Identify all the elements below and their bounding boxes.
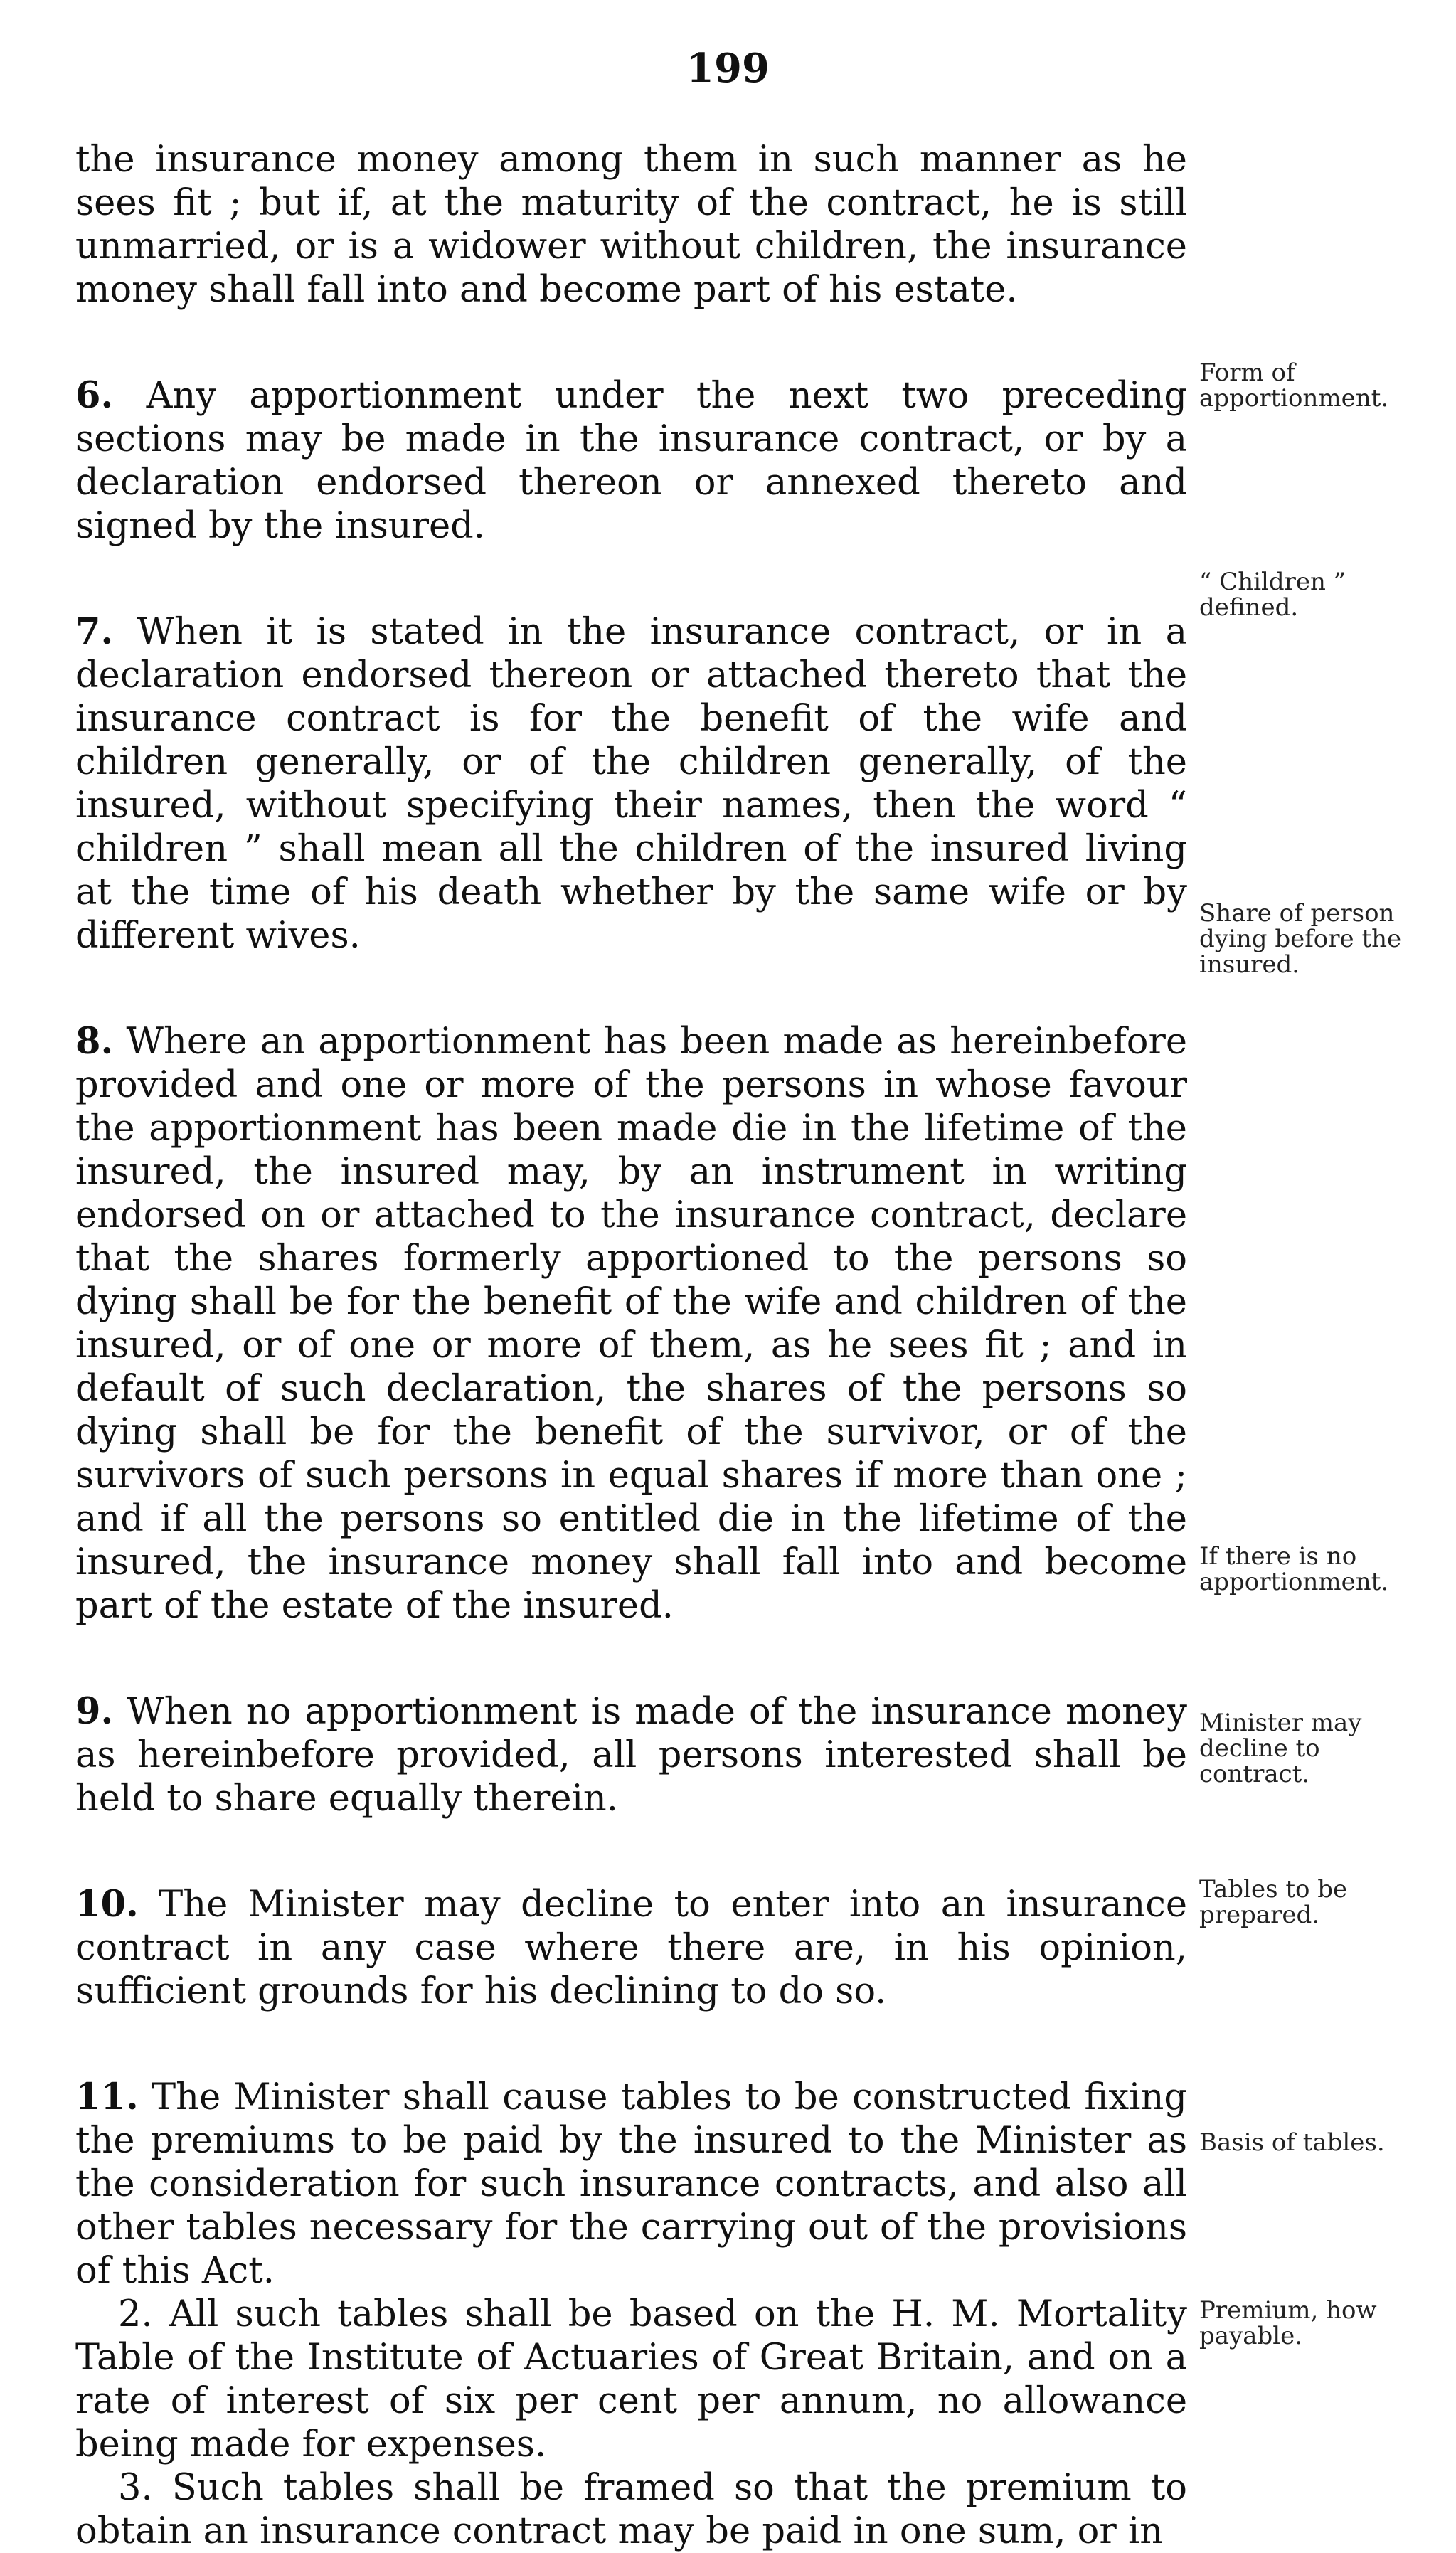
margin-note-form-of-apportionment: Form of apportionment. bbox=[1199, 359, 1389, 413]
section-11 bbox=[75, 2076, 1187, 2293]
section-text: When it is stated in the insurance contract, or in a declaration endorsed thereon or attached thereto that the insurance contract is for the benefit of the wife and children generally, or of the children generally, of the insured, without specifying their names, then the word “ children ” shall mean all the children of the insured living at the time of his death whether by the same wife or by different wives. bbox=[75, 611, 1187, 957]
section-number: 10. bbox=[75, 1883, 139, 1926]
section-text: The Minister shall cause tables to be constructed fixing the premiums to be paid by the insured to the Minister as the consideration for such insurance contracts, and also all other tables necessary for the carrying out of the provisions of this Act. bbox=[75, 2076, 1187, 2292]
section-number: 7. bbox=[75, 610, 114, 653]
section-text: Where an apportionment has been made as hereinbefore provided and one or more of the persons in whose favour the apportionment has been made die in the lifetime of the insured, the insured may, by an instrument in writing endorsed on or attached to the insurance contract, declare that the shares formerly apportioned to the persons so dying shall be for the benefit of the wife and children of the insured, or of one or more of them, as he sees fit ; and in default of such declaration, the shares of the persons so dying shall be for the benefit of the survivor, or of the survivors of such persons in equal shares if more than one ; and if all the persons so entitled die in the lifetime of the insured, the insurance money shall fall into and become part of the estate of the insured. bbox=[75, 1021, 1187, 1627]
section-number: 9. bbox=[75, 1690, 114, 1733]
subsection-text: Such tables shall be framed so that the premium to obtain an insurance contract may be paid in one sum, or in bbox=[75, 2467, 1187, 2552]
section-number: 11. bbox=[75, 2076, 139, 2118]
section-9 bbox=[75, 1690, 1187, 1820]
margin-note-children-defined: “ Children ” defined. bbox=[1199, 568, 1346, 622]
section-8 bbox=[75, 1020, 1187, 1628]
main-text bbox=[75, 138, 1187, 2553]
section-text: When no apportionment is made of the insurance money as hereinbefore provided, all persons interested shall be held to share equally therein. bbox=[75, 1691, 1187, 1820]
section-number: 6. bbox=[75, 374, 114, 417]
continuation-paragraph: the insurance money among them in such manner as he sees fit ; but if, at the maturity of the contract, he is still unmarried, or is a widower without children, the insurance money shall fall into and become part of his estate. bbox=[75, 139, 1187, 311]
subsection-3 bbox=[75, 2466, 1187, 2553]
margin-note-minister-may-decline: Minister may decline to contract. bbox=[1199, 1709, 1362, 1788]
margin-note-no-apportionment: If there is no apportionment. bbox=[1199, 1542, 1389, 1596]
margin-note-basis-of-tables: Basis of tables. bbox=[1199, 2128, 1385, 2157]
section-text: Any apportionment under the next two preceding sections may be made in the insurance contract, or by a declaration endorsed thereon or annexed thereto and signed by the insured. bbox=[75, 375, 1187, 547]
margin-note-tables-prepared: Tables to be prepared. bbox=[1199, 1875, 1348, 1929]
subsection-2 bbox=[75, 2293, 1187, 2466]
section-7 bbox=[75, 610, 1187, 957]
subsection-number: 3. bbox=[118, 2467, 153, 2509]
margin-note-premium-how-payable: Premium, how payable. bbox=[1199, 2296, 1377, 2350]
section-text: The Minister may decline to enter into an insurance contract in any case where there are, in his opinion, sufficient grounds for his declining to do so. bbox=[75, 1884, 1188, 2012]
subsection-text: All such tables shall be based on the H. M. Mortality Table of the Institute of Actuaries of Great Britain, and on a rate of interest of six per cent per annum, no allowance being made for expenses. bbox=[75, 2293, 1187, 2466]
page-number: 199 bbox=[686, 45, 770, 92]
section-10 bbox=[75, 1883, 1187, 2013]
section-number: 8. bbox=[75, 1020, 114, 1063]
margin-note-share-of-person-dying: Share of person dying before the insured. bbox=[1199, 899, 1402, 979]
subsection-number: 2. bbox=[118, 2293, 153, 2335]
section-6 bbox=[75, 374, 1187, 548]
